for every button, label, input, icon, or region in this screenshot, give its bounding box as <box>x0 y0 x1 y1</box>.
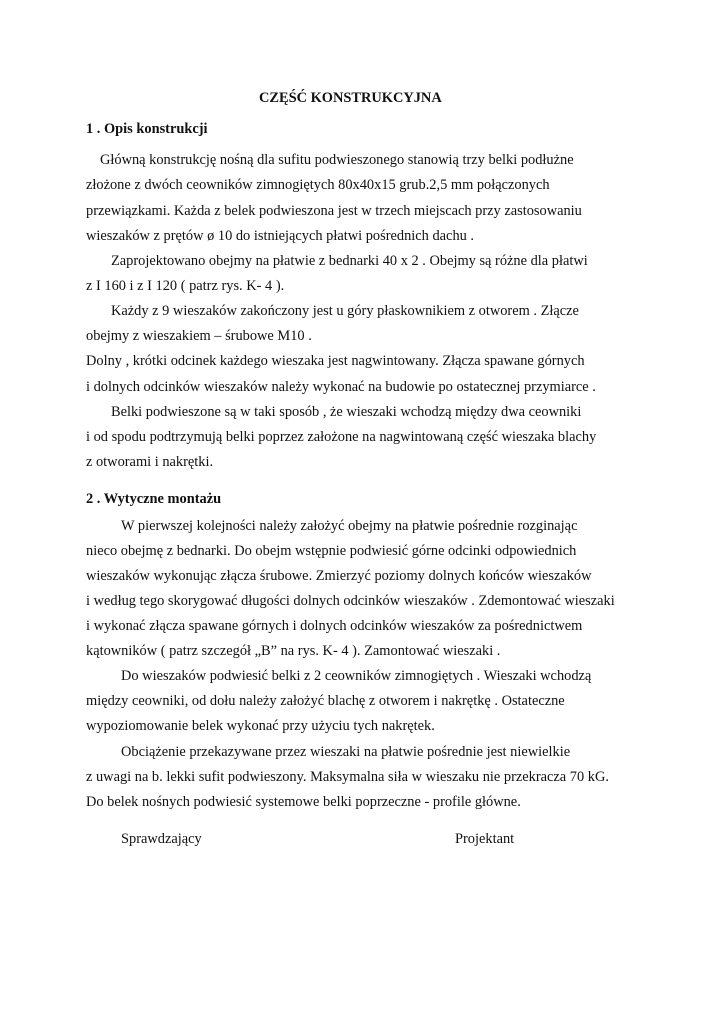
section-1-line: Główną konstrukcję nośną dla sufitu podwieszonego stanowią trzy belki podłużne <box>100 152 574 168</box>
section-1-line: Dolny , krótki odcinek każdego wieszaka jest nagwintowany. Złącza spawane górnych <box>86 353 585 369</box>
section-1-line: z otworami i nakrętki. <box>86 454 214 470</box>
checker-signature-label: Sprawdzający <box>121 831 202 847</box>
document-title: CZĘŚĆ KONSTRUKCYJNA <box>259 90 442 106</box>
section-1-line: obejmy z wieszakiem – śrubowe M10 . <box>86 328 312 344</box>
section-2-line: nieco obejmę z bednarki. Do obejm wstępnie podwiesić górne odcinki odpowiednich <box>86 543 577 559</box>
section-1-line: z I 160 i z I 120 ( patrz rys. K- 4 ). <box>86 278 285 294</box>
section-1-line: przewiązkami. Każda z belek podwieszona jest w trzech miejscach przy zastosowaniu <box>86 203 582 219</box>
section-1-line: i dolnych odcinków wieszaków należy wykonać na budowie po ostatecznej przymiarce . <box>86 379 596 395</box>
section-2-line: z uwagi na b. lekki sufit podwieszony. Maksymalna siła w wieszaku nie przekracza 70 kG. <box>86 769 609 785</box>
designer-signature-label: Projektant <box>455 831 515 847</box>
section-2-line: i według tego skorygować długości dolnych odcinków wieszaków . Zdemontować wieszaki <box>86 593 615 609</box>
section-1-line: Zaprojektowano obejmy na płatwie z bednarki 40 x 2 . Obejmy są różne dla płatwi <box>111 253 588 269</box>
section-1-line: złożone z dwóch ceowników zimnogiętych 80x40x15 grub.2,5 mm połączonych <box>86 177 550 193</box>
section-2-line: wieszaków wykonując złącza śrubowe. Zmierzyć poziomy dolnych końców wieszaków <box>86 568 592 584</box>
section-2-line: i wykonać złącza spawane górnych i dolnych odcinków wieszaków za pośrednictwem <box>86 618 583 634</box>
section-1-line: Belki podwieszone są w taki sposób , że wieszaki wchodzą między dwa ceowniki <box>111 404 582 420</box>
section-1-line: i od spodu podtrzymują belki poprzez założone na nagwintowaną część wieszaka blachy <box>86 429 597 445</box>
section-2-line: wypoziomowanie belek wykonać przy użyciu tych nakrętek. <box>86 718 435 734</box>
section-2-line: Do wieszaków podwiesić belki z 2 ceowników zimnogiętych . Wieszaki wchodzą <box>121 668 592 684</box>
section-1-line: Każdy z 9 wieszaków zakończony jest u góry płaskownikiem z otworem . Złącze <box>111 303 579 319</box>
section-2-line: kątowników ( patrz szczegół „B” na rys. K- 4 ). Zamontować wieszaki . <box>86 643 501 659</box>
section-2-line: Do belek nośnych podwiesić systemowe belki poprzeczne - profile główne. <box>86 794 521 810</box>
section-2-heading: 2 . Wytyczne montażu <box>86 491 222 507</box>
section-1-heading: 1 . Opis konstrukcji <box>86 121 208 137</box>
section-2-line: W pierwszej kolejności należy założyć obejmy na płatwie pośrednie rozginając <box>121 518 578 534</box>
section-1-line: wieszaków z prętów ø 10 do istniejących płatwi pośrednich dachu . <box>86 228 475 244</box>
section-2-line: Obciążenie przekazywane przez wieszaki na płatwie pośrednie jest niewielkie <box>121 744 571 760</box>
section-2-line: między ceowniki, od dołu należy założyć blachę z otworem i nakrętkę . Ostateczne <box>86 693 565 709</box>
